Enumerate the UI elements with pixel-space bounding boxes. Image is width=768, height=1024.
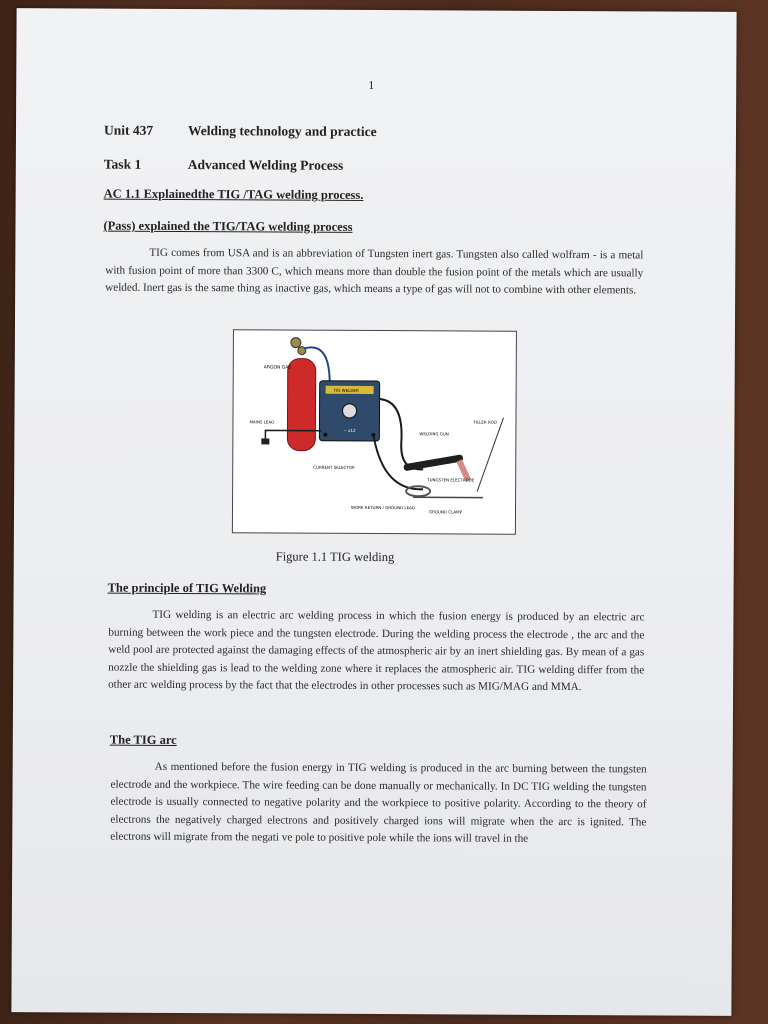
label-argon-gas: ARGON GAS <box>263 365 292 371</box>
tig-welding-figure <box>232 329 517 534</box>
ac-heading: AC 1.1 Explainedthe TIG /TAG welding process. <box>103 186 364 202</box>
current-dial-icon <box>342 404 356 418</box>
welding-gun <box>403 454 463 471</box>
mains-plug-icon <box>261 438 269 444</box>
task-title: Advanced Welding Process <box>187 157 344 173</box>
ground-lead-cable <box>373 435 423 489</box>
pass-heading: (Pass) explained the TIG/TAG welding process <box>103 218 353 234</box>
label-tig-welder: TIG WELDER <box>333 387 359 393</box>
unit-label: Unit 437 <box>103 122 154 138</box>
label-filler-rod: FILLER ROD <box>473 419 498 425</box>
label-ground-clamp: GROUND CLAMP <box>428 509 463 515</box>
intro-paragraph: TIG comes from USA and is an abbreviation of Tungsten inert gas. Tungsten also called wolfram - is a metal with fusion point of more than 3300 C, which means more than double the fusion point of the metals which are usually welded. Inert gas is the same thing as inactive gas, which means a type of gas will not to combine with other elements. <box>105 246 644 297</box>
terminal-icon <box>323 433 327 437</box>
principle-paragraph: TIG welding is an electric arc welding process in which the fusion energy is produced by an electric arc burning between the work piece and the tungsten electrode. During the welding process the electrode , the arc and the weld pool are protected against the damaging effects of the atmospheric air by an inert shielding gas. By mean of a gas nozzle the shielding gas is lead to the welding zone where it replaces the atmospheric air. TIG welding differ from the other arc welding process by the fact that the electrodes in other processes such as MIG/MAG and MMA. <box>108 608 645 694</box>
arc-heading: The TIG arc <box>109 732 177 747</box>
figure-caption: Figure 1.1 TIG welding <box>275 549 395 565</box>
tig-welding-diagram <box>233 330 516 533</box>
document-page <box>11 8 736 1016</box>
regulator-gauge-icon <box>291 338 301 348</box>
principle-heading: The principle of TIG Welding <box>107 580 267 596</box>
label-work-return: WORK RETURN / GROUND LEAD <box>351 504 416 511</box>
task-label: Task 1 <box>103 156 142 172</box>
ground-clamp <box>406 486 430 496</box>
unit-title: Welding technology and practice <box>187 123 377 140</box>
label-welding-gun: WELDING GUN <box>419 431 449 437</box>
filler-rod <box>477 418 503 492</box>
label-current-selector: CURRENT SELECTOR <box>313 464 355 470</box>
torch-cable <box>379 399 423 469</box>
label-amps: ~ x12 <box>343 427 356 433</box>
argon-cylinder <box>287 359 315 451</box>
label-tungsten-electrode: TUNGSTEN ELECTRODE <box>427 477 475 483</box>
arc-paragraph: As mentioned before the fusion energy in TIG welding is produced in the arc burning between the tungsten electrode and the workpiece. The wire feeding can be done manually or mechanically. In DC TIG welding the tungsten electrode is usually connected to negative polarity and the workpiece to positive polarity. According to the theory of electrons the negatively charged electrons and positively charged ions will migrate when the arc is ignited. The electrons will migrate from the negati ve pole to positive pole while the ions will travel in the <box>110 760 647 845</box>
label-mains-lead: MAINS LEAD <box>249 419 275 425</box>
page-number: 1 <box>368 77 375 92</box>
